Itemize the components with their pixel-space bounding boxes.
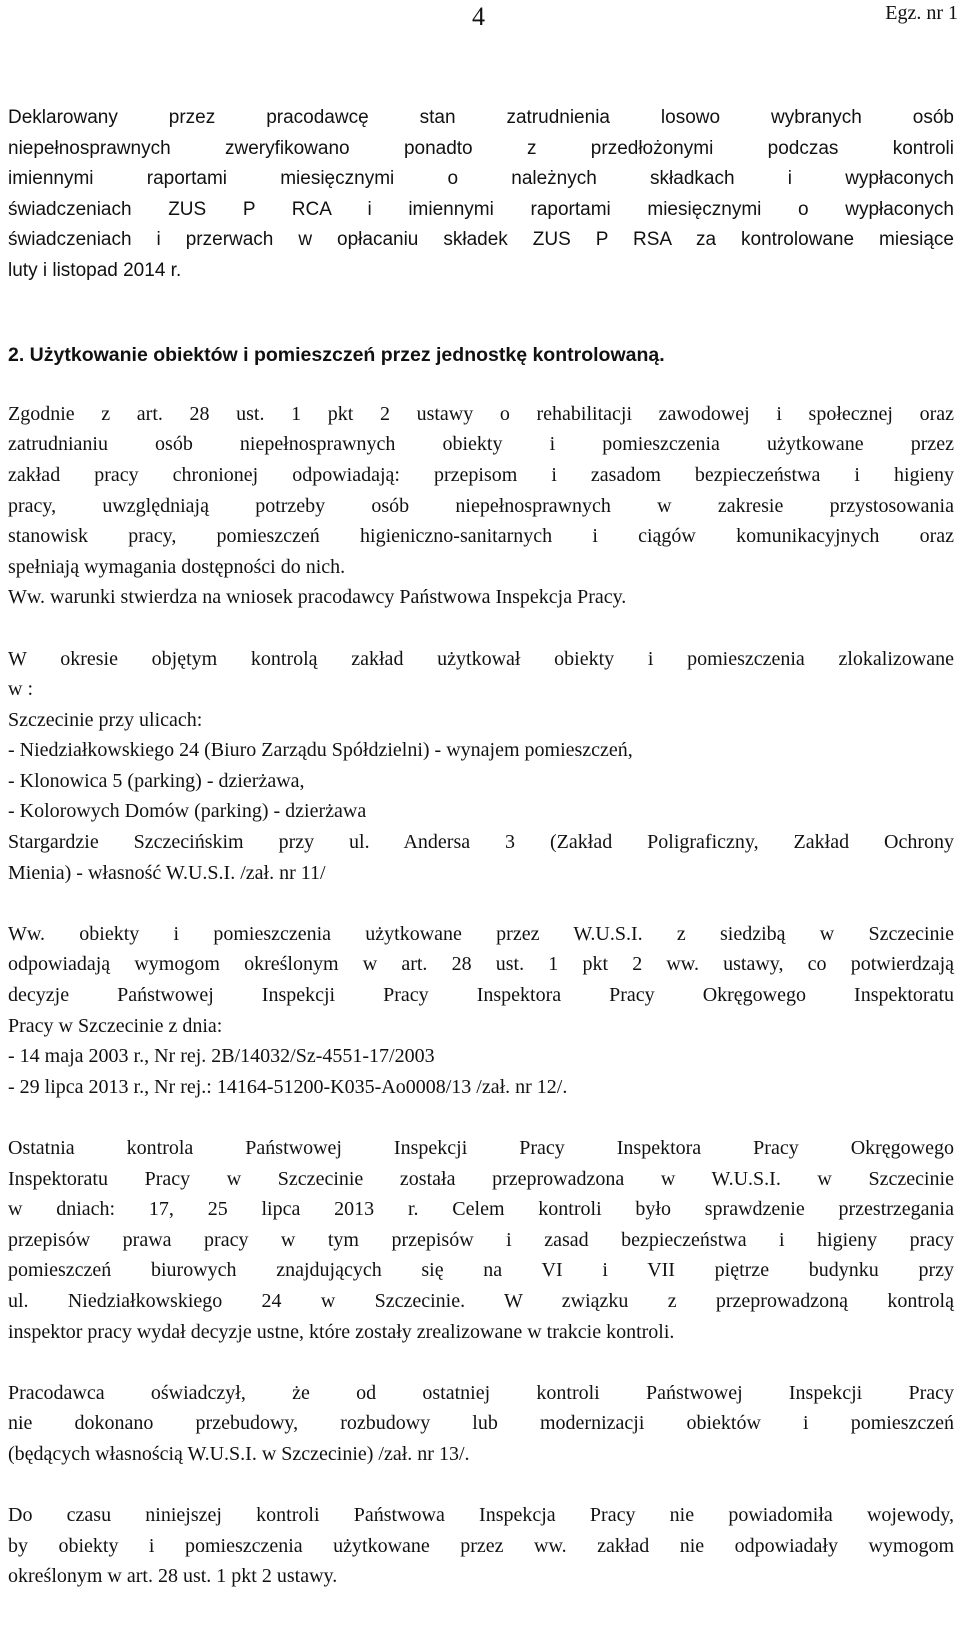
text-line: świadczeniach i przerwach w opłacaniu składek ZUS P RSA za kontrolowane miesiące	[8, 229, 954, 251]
text-line: zatrudnianiu osób niepełnosprawnych obiekty i pomieszczenia użytkowane przez	[8, 433, 954, 456]
text-line: pomieszczeń biurowych znajdujących się na VI i VII piętrze budynku przy	[8, 1259, 954, 1282]
text-line: Ww. warunki stwierdza na wniosek pracodawcy Państwowa Inspekcja Pracy.	[8, 586, 627, 609]
paragraph-decisions	[8, 919, 954, 1103]
text-line: by obiekty i pomieszczenia użytkowane przez ww. zakład nie odpowiadały wymogom	[8, 1534, 954, 1557]
text-line: określonym w art. 28 ust. 1 pkt 2 ustawy.	[8, 1565, 338, 1588]
text-line: Deklarowany przez pracodawcę stan zatrudnienia losowo wybranych osób	[8, 107, 954, 128]
list-item: - Klonowica 5 (parking) - dzierżawa,	[8, 769, 305, 792]
list-item: - 14 maja 2003 r., Nr rej. 2B/14032/Sz-4551-17/2003	[8, 1045, 435, 1068]
text-line: odpowiadają wymogom określonym w art. 28 ust. 1 pkt 2 ww. ustawy, co potwierdzają	[8, 953, 954, 976]
text-line: nie dokonano przebudowy, rozbudowy lub modernizacji obiektów i pomieszczeń	[8, 1412, 954, 1435]
text-line: Stargardzie Szczecińskim przy ul. Andersa 3 (Zakład Poligraficzny, Zakład Ochrony	[8, 831, 954, 854]
text-line: świadczeniach ZUS P RCA i imiennymi raportami miesięcznymi o wypłaconych	[8, 198, 954, 220]
list-item: - Niedziałkowskiego 24 (Biuro Zarządu Spółdzielni) - wynajem pomieszczeń,	[8, 739, 633, 762]
text-line: zakład pracy chronionej odpowiadają: przepisom i zasadom bezpieczeństwa i higieny	[8, 463, 954, 486]
text-line: Zgodnie z art. 28 ust. 1 pkt 2 ustawy o rehabilitacji zawodowej i społecznej oraz	[8, 402, 954, 425]
text-line: stanowisk pracy, pomieszczeń higieniczno-sanitarnych i ciągów komunikacyjnych oraz	[8, 525, 954, 548]
paragraph-legal-basis	[8, 399, 954, 613]
text-line: Ww. obiekty i pomieszczenia użytkowane przez W.U.S.I. z siedzibą w Szczecinie	[8, 922, 954, 945]
text-line: przepisów prawa pracy w tym przepisów i zasad bezpieczeństwa i higieny pracy	[8, 1228, 954, 1251]
paragraph-zus-verification	[8, 103, 954, 287]
text-line: Mienia) - własność W.U.S.I. /zał. nr 11/	[8, 861, 326, 884]
text-line: w :	[8, 678, 33, 701]
text-line: ul. Niedziałkowskiego 24 w Szczecinie. W związku z przeprowadzoną kontrolą	[8, 1289, 954, 1312]
paragraph-last-inspection	[8, 1133, 954, 1347]
text-line: Do czasu niniejszej kontroli Państwowa Inspekcja Pracy nie powiadomiła wojewody,	[8, 1504, 954, 1527]
text-line: W okresie objętym kontrolą zakład użytkował obiekty i pomieszczenia zlokalizowane	[8, 647, 954, 670]
page-header	[0, 0, 960, 40]
text-line: w dniach: 17, 25 lipca 2013 r. Celem kontroli było sprawdzenie przestrzegania	[8, 1198, 954, 1221]
text-line: imiennymi raportami miesięcznymi o należnych składkach i wypłaconych	[8, 168, 954, 190]
text-line: (będących własnością W.U.S.I. w Szczecinie) /zał. nr 13/.	[8, 1442, 470, 1465]
paragraph-locations	[8, 644, 954, 889]
text-line: Inspektoratu Pracy w Szczecinie została przeprowadzona w W.U.S.I. w Szczecinie	[8, 1167, 954, 1190]
document-body	[8, 103, 954, 1592]
paragraph-voivode-notice	[8, 1500, 954, 1592]
section-heading: 2. Użytkowanie obiektów i pomieszczeń przez jednostkę kontrolowaną.	[8, 344, 665, 367]
text-line: Ostatnia kontrola Państwowej Inspekcji Pracy Inspektora Pracy Okręgowego	[8, 1137, 954, 1159]
list-item: - 29 lipca 2013 r., Nr rej.: 14164-51200-K035-Ao0008/13 /zał. nr 12/.	[8, 1075, 568, 1098]
text-line: Pracodawca oświadczył, że od ostatniej kontroli Państwowej Inspekcji Pracy	[8, 1381, 954, 1404]
copy-label: Egz. nr 1	[885, 2, 958, 24]
paragraph-employer-statement	[8, 1378, 954, 1470]
text-line: spełniają wymagania dostępności do nich.	[8, 555, 346, 578]
list-item: - Kolorowych Domów (parking) - dzierżawa	[8, 800, 367, 823]
text-line: niepełnosprawnych zweryfikowano ponadto z przedłożonymi podczas kontroli	[8, 137, 954, 159]
text-line: pracy, uwzględniają potrzeby osób niepełnosprawnych w zakresie przystosowania	[8, 494, 954, 517]
text-line: Szczecinie przy ulicach:	[8, 708, 203, 731]
text-line: inspektor pracy wydał decyzje ustne, które zostały zrealizowane w trakcie kontroli.	[8, 1320, 675, 1343]
text-line: luty i listopad 2014 r.	[8, 259, 182, 281]
page-number: 4	[472, 2, 485, 31]
text-line: Pracy w Szczecinie z dnia:	[8, 1014, 223, 1037]
text-line: decyzje Państwowej Inspekcji Pracy Inspektora Pracy Okręgowego Inspektoratu	[8, 984, 954, 1007]
